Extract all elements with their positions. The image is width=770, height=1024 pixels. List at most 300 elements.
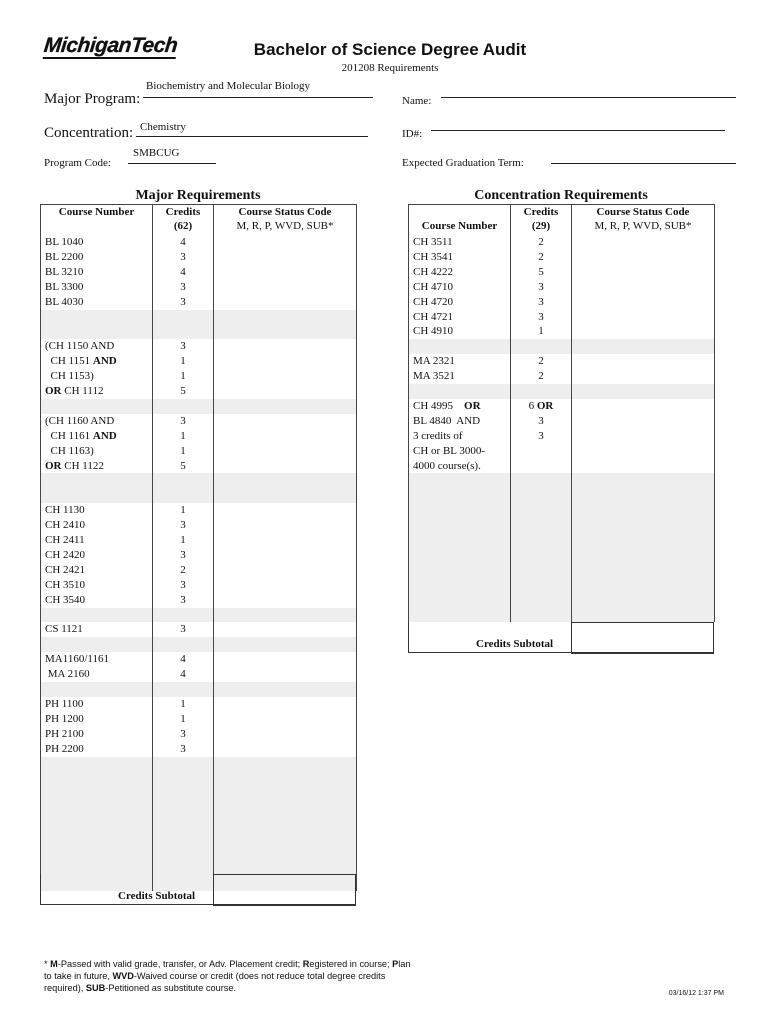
- major-status-cell[interactable]: [214, 444, 357, 459]
- major-row: [41, 727, 357, 742]
- concentration-course-cell: [409, 533, 511, 548]
- concentration-course-cell: CH 4710: [409, 280, 511, 295]
- major-status-cell[interactable]: [214, 265, 357, 280]
- concentration-row: [409, 459, 715, 474]
- major-course-cell: CH 1163): [41, 444, 153, 459]
- major-credits-cell: 3: [153, 578, 214, 593]
- major-row: [41, 429, 357, 444]
- major-row: [41, 354, 357, 369]
- concentration-course-cell: [409, 563, 511, 578]
- major-row: [41, 250, 357, 265]
- michigan-tech-logo: MichiganTech: [42, 34, 179, 57]
- concentration-status-cell[interactable]: [572, 384, 715, 399]
- concentration-credits-cell: [511, 518, 572, 533]
- major-course-cell: CH 1130: [41, 503, 153, 518]
- grad-term-field[interactable]: [551, 163, 736, 164]
- major-status-cell[interactable]: [214, 503, 357, 518]
- concentration-row: [409, 280, 715, 295]
- concentration-course-cell: CH 4910: [409, 324, 511, 339]
- concentration-course-cell: [409, 607, 511, 622]
- major-course-cell: BL 1040: [41, 235, 153, 250]
- major-course-cell: BL 4030: [41, 295, 153, 310]
- major-credits-cell: 3: [153, 339, 214, 354]
- name-field[interactable]: [441, 97, 736, 98]
- major-status-cell[interactable]: [214, 250, 357, 265]
- grad-term-label: Expected Graduation Term:: [402, 157, 524, 169]
- major-program-value[interactable]: Biochemistry and Molecular Biology: [146, 80, 311, 92]
- concentration-status-cell[interactable]: [572, 578, 715, 593]
- concentration-row: [409, 414, 715, 429]
- concentration-status-cell[interactable]: [572, 280, 715, 295]
- concentration-status-cell[interactable]: [572, 324, 715, 339]
- major-course-cell: (CH 1160 AND: [41, 414, 153, 429]
- concentration-row: [409, 607, 715, 622]
- major-credits-cell: 3: [153, 518, 214, 533]
- concentration-credits-cell: 3: [511, 414, 572, 429]
- major-status-cell[interactable]: [214, 608, 357, 623]
- concentration-row: [409, 503, 715, 518]
- concentration-row: [409, 324, 715, 339]
- major-credits-cell: 3: [153, 548, 214, 563]
- concentration-course-cell: [409, 488, 511, 503]
- major-credits-cell: [153, 608, 214, 623]
- major-credits-cell: [153, 771, 214, 786]
- program-code-label: Program Code:: [44, 157, 111, 169]
- major-credits-cell: [153, 846, 214, 861]
- concentration-status-cell[interactable]: [572, 607, 715, 622]
- major-status-cell[interactable]: [214, 831, 357, 846]
- concentration-status-cell[interactable]: [572, 563, 715, 578]
- major-row: [41, 757, 357, 772]
- concentration-row: [409, 533, 715, 548]
- concentration-credits-cell: 3: [511, 295, 572, 310]
- concentration-status-cell[interactable]: [572, 518, 715, 533]
- major-requirements-title: Major Requirements: [135, 188, 261, 203]
- major-course-cell: [41, 771, 153, 786]
- concentration-credits-cell: [511, 444, 572, 459]
- concentration-course-cell: [409, 578, 511, 593]
- major-status-cell[interactable]: [214, 488, 357, 503]
- major-status-cell[interactable]: [214, 339, 357, 354]
- major-course-cell: [41, 324, 153, 339]
- concentration-status-cell[interactable]: [572, 593, 715, 608]
- major-row: [41, 563, 357, 578]
- major-course-cell: CH 1151 AND: [41, 354, 153, 369]
- concentration-row: [409, 578, 715, 593]
- major-course-cell: MA 2160: [41, 667, 153, 682]
- concentration-row: [409, 518, 715, 533]
- concentration-requirements-table: [408, 204, 715, 622]
- major-status-cell[interactable]: [214, 667, 357, 682]
- concentration-requirements-title: Concentration Requirements: [474, 188, 648, 203]
- major-credits-cell: 4: [153, 652, 214, 667]
- concentration-status-cell[interactable]: [572, 295, 715, 310]
- major-credits-cell: 3: [153, 742, 214, 757]
- major-status-cell[interactable]: [214, 637, 357, 652]
- concentration-status-cell[interactable]: [572, 250, 715, 265]
- concentration-row: [409, 354, 715, 369]
- major-status-cell[interactable]: [214, 459, 357, 474]
- major-status-cell[interactable]: [214, 429, 357, 444]
- major-status-cell[interactable]: [214, 846, 357, 861]
- conc-col-credits-total: (29): [511, 219, 572, 235]
- concentration-credits-cell: 3: [511, 310, 572, 325]
- major-credits-cell: 3: [153, 593, 214, 608]
- page-subtitle: 201208 Requirements: [341, 62, 439, 74]
- concentration-credits-cell: 3: [511, 280, 572, 295]
- major-status-cell[interactable]: [214, 235, 357, 250]
- concentration-course-cell: CH 3541: [409, 250, 511, 265]
- major-row: [41, 295, 357, 310]
- major-row: [41, 712, 357, 727]
- major-status-cell[interactable]: [214, 816, 357, 831]
- major-row: [41, 414, 357, 429]
- concentration-course-cell: CH 4995 OR: [409, 399, 511, 414]
- major-course-cell: (CH 1150 AND: [41, 339, 153, 354]
- major-status-cell[interactable]: [214, 578, 357, 593]
- concentration-row: [409, 548, 715, 563]
- concentration-row: [409, 384, 715, 399]
- major-status-cell[interactable]: [214, 280, 357, 295]
- major-credits-cell: 5: [153, 384, 214, 399]
- major-status-cell[interactable]: [214, 712, 357, 727]
- major-credits-cell: 1: [153, 369, 214, 384]
- major-row: [41, 399, 357, 414]
- major-course-cell: CH 2421: [41, 563, 153, 578]
- major-col-credits-total: (62): [153, 219, 214, 235]
- concentration-credits-cell: [511, 563, 572, 578]
- major-row: [41, 533, 357, 548]
- major-credits-cell: [153, 324, 214, 339]
- major-course-cell: [41, 473, 153, 488]
- major-status-cell[interactable]: [214, 399, 357, 414]
- concentration-credits-cell: [511, 459, 572, 474]
- concentration-row: [409, 593, 715, 608]
- major-course-cell: [41, 786, 153, 801]
- concentration-row: [409, 295, 715, 310]
- major-status-cell[interactable]: [214, 563, 357, 578]
- major-course-cell: BL 3210: [41, 265, 153, 280]
- major-status-cell[interactable]: [214, 354, 357, 369]
- major-status-cell[interactable]: [214, 593, 357, 608]
- major-course-cell: BL 3300: [41, 280, 153, 295]
- concentration-course-cell: CH 4720: [409, 295, 511, 310]
- major-credits-cell: 5: [153, 459, 214, 474]
- major-course-cell: OR CH 1122: [41, 459, 153, 474]
- major-row: [41, 548, 357, 563]
- major-row: [41, 518, 357, 533]
- major-course-cell: OR CH 1112: [41, 384, 153, 399]
- concentration-credits-cell: 2: [511, 235, 572, 250]
- print-timestamp: 03/16/12 1:37 PM: [668, 990, 724, 997]
- concentration-course-cell: MA 2321: [409, 354, 511, 369]
- concentration-course-cell: CH 4721: [409, 310, 511, 325]
- major-status-cell[interactable]: [214, 786, 357, 801]
- major-status-cell[interactable]: [214, 518, 357, 533]
- major-status-cell[interactable]: [214, 757, 357, 772]
- concentration-status-cell[interactable]: [572, 399, 715, 414]
- major-status-cell[interactable]: [214, 771, 357, 786]
- concentration-status-cell[interactable]: [572, 310, 715, 325]
- major-row: [41, 369, 357, 384]
- concentration-credits-cell: 1: [511, 324, 572, 339]
- concentration-course-cell: [409, 518, 511, 533]
- concentration-credits-cell: [511, 503, 572, 518]
- name-label: Name:: [402, 95, 432, 107]
- major-credits-cell: 3: [153, 250, 214, 265]
- major-program-label: Major Program:: [44, 91, 141, 107]
- major-course-cell: [41, 310, 153, 325]
- concentration-status-cell[interactable]: [572, 503, 715, 518]
- major-col-status: Course Status Code: [214, 205, 357, 220]
- major-status-cell[interactable]: [214, 473, 357, 488]
- major-row: [41, 608, 357, 623]
- concentration-credits-cell: [511, 548, 572, 563]
- major-credits-cell: 1: [153, 697, 214, 712]
- concentration-status-cell[interactable]: [572, 488, 715, 503]
- concentration-credits-cell: [511, 607, 572, 622]
- major-course-cell: CH 2411: [41, 533, 153, 548]
- concentration-status-cell[interactable]: [572, 429, 715, 444]
- conc-subtotal-label: Credits Subtotal: [476, 638, 554, 650]
- concentration-status-cell[interactable]: [572, 459, 715, 474]
- major-credits-cell: [153, 473, 214, 488]
- concentration-course-cell: [409, 384, 511, 399]
- concentration-row: [409, 473, 715, 488]
- major-course-cell: PH 1100: [41, 697, 153, 712]
- major-credits-cell: 3: [153, 295, 214, 310]
- major-course-cell: [41, 488, 153, 503]
- concentration-credits-cell: [511, 533, 572, 548]
- major-status-cell[interactable]: [214, 727, 357, 742]
- concentration-line: [136, 136, 368, 137]
- major-row: [41, 473, 357, 488]
- major-status-cell[interactable]: [214, 324, 357, 339]
- major-status-cell[interactable]: [214, 652, 357, 667]
- concentration-row: [409, 429, 715, 444]
- major-row: [41, 652, 357, 667]
- concentration-row: [409, 339, 715, 354]
- concentration-course-cell: CH 4222: [409, 265, 511, 280]
- concentration-status-cell[interactable]: [572, 444, 715, 459]
- major-row: [41, 265, 357, 280]
- major-status-cell[interactable]: [214, 801, 357, 816]
- major-row: [41, 310, 357, 325]
- major-status-cell[interactable]: [214, 384, 357, 399]
- major-credits-cell: 3: [153, 414, 214, 429]
- major-row: [41, 846, 357, 861]
- major-credits-cell: [153, 831, 214, 846]
- major-row: [41, 578, 357, 593]
- concentration-row: [409, 488, 715, 503]
- major-row: [41, 235, 357, 250]
- major-status-cell[interactable]: [214, 742, 357, 757]
- concentration-credits-cell: 6 OR: [511, 399, 572, 414]
- major-course-cell: CH 2420: [41, 548, 153, 563]
- concentration-status-cell[interactable]: [572, 473, 715, 488]
- major-status-cell[interactable]: [214, 414, 357, 429]
- major-row: [41, 622, 357, 637]
- major-status-cell[interactable]: [214, 533, 357, 548]
- major-status-cell[interactable]: [214, 682, 357, 697]
- major-course-cell: [41, 816, 153, 831]
- id-label: ID#:: [402, 128, 423, 140]
- concentration-course-cell: [409, 503, 511, 518]
- concentration-row: [409, 399, 715, 414]
- major-course-cell: [41, 399, 153, 414]
- concentration-credits-cell: [511, 578, 572, 593]
- concentration-label: Concentration:: [44, 125, 134, 141]
- concentration-row: [409, 310, 715, 325]
- major-row: [41, 384, 357, 399]
- concentration-credits-cell: 2: [511, 354, 572, 369]
- major-course-cell: PH 2100: [41, 727, 153, 742]
- concentration-course-cell: [409, 473, 511, 488]
- major-course-cell: CH 3540: [41, 593, 153, 608]
- major-course-cell: [41, 757, 153, 772]
- concentration-course-cell: CH 3511: [409, 235, 511, 250]
- concentration-status-cell[interactable]: [572, 533, 715, 548]
- major-requirements-table: [40, 204, 357, 891]
- major-row: [41, 637, 357, 652]
- concentration-course-cell: MA 3521: [409, 369, 511, 384]
- major-credits-cell: [153, 801, 214, 816]
- major-credits-cell: 1: [153, 712, 214, 727]
- major-row: [41, 682, 357, 697]
- major-status-cell[interactable]: [214, 369, 357, 384]
- page-title: Bachelor of Science Degree Audit: [253, 40, 527, 59]
- id-field[interactable]: [431, 130, 725, 131]
- major-status-cell[interactable]: [214, 548, 357, 563]
- concentration-course-cell: BL 4840 AND: [409, 414, 511, 429]
- concentration-row: [409, 235, 715, 250]
- major-credits-cell: 1: [153, 503, 214, 518]
- major-row: [41, 667, 357, 682]
- concentration-course-cell: [409, 339, 511, 354]
- major-credits-cell: [153, 816, 214, 831]
- major-row: [41, 771, 357, 786]
- concentration-credits-cell: 2: [511, 250, 572, 265]
- concentration-row: [409, 369, 715, 384]
- major-row: [41, 593, 357, 608]
- major-credits-cell: [153, 786, 214, 801]
- major-status-cell[interactable]: [214, 295, 357, 310]
- major-course-cell: PH 1200: [41, 712, 153, 727]
- major-row: [41, 459, 357, 474]
- major-row: [41, 280, 357, 295]
- major-credits-cell: [153, 399, 214, 414]
- major-course-cell: [41, 682, 153, 697]
- major-credits-cell: [153, 682, 214, 697]
- major-subtotal-box[interactable]: [213, 874, 356, 906]
- concentration-credits-cell: [511, 488, 572, 503]
- major-col-credits: Credits: [153, 205, 214, 220]
- major-credits-cell: 3: [153, 622, 214, 637]
- major-row: [41, 697, 357, 712]
- major-course-cell: [41, 637, 153, 652]
- concentration-row: [409, 250, 715, 265]
- concentration-course-cell: 3 credits of: [409, 429, 511, 444]
- concentration-status-cell[interactable]: [572, 354, 715, 369]
- conc-col-credits: Credits: [511, 205, 572, 220]
- major-program-line: [143, 97, 373, 98]
- concentration-course-cell: [409, 593, 511, 608]
- major-credits-cell: [153, 488, 214, 503]
- conc-col-course-top: [409, 205, 511, 220]
- conc-subtotal-box[interactable]: [571, 622, 714, 654]
- major-row: [41, 816, 357, 831]
- major-status-cell[interactable]: [214, 310, 357, 325]
- major-course-cell: BL 2200: [41, 250, 153, 265]
- major-course-cell: CH 3510: [41, 578, 153, 593]
- conc-col-status: Course Status Code: [572, 205, 715, 220]
- major-credits-cell: [153, 310, 214, 325]
- conc-col-status-codes: M, R, P, WVD, SUB*: [572, 219, 715, 235]
- major-course-cell: CH 1161 AND: [41, 429, 153, 444]
- concentration-credits-cell: [511, 339, 572, 354]
- concentration-course-cell: 4000 course(s).: [409, 459, 511, 474]
- major-credits-cell: [153, 637, 214, 652]
- major-row: [41, 786, 357, 801]
- major-status-cell[interactable]: [214, 622, 357, 637]
- concentration-row: [409, 563, 715, 578]
- major-status-cell[interactable]: [214, 697, 357, 712]
- concentration-credits-cell: 2: [511, 369, 572, 384]
- concentration-row: [409, 444, 715, 459]
- major-credits-cell: 2: [153, 563, 214, 578]
- major-row: [41, 831, 357, 846]
- major-row: [41, 324, 357, 339]
- concentration-course-cell: [409, 548, 511, 563]
- major-col-course: Course Number: [41, 205, 153, 220]
- concentration-credits-cell: [511, 384, 572, 399]
- major-credits-cell: 3: [153, 280, 214, 295]
- major-credits-cell: [153, 757, 214, 772]
- concentration-status-cell[interactable]: [572, 548, 715, 563]
- concentration-status-cell[interactable]: [572, 369, 715, 384]
- major-row: [41, 801, 357, 816]
- concentration-credits-cell: [511, 593, 572, 608]
- major-row: [41, 742, 357, 757]
- major-credits-cell: 1: [153, 429, 214, 444]
- concentration-status-cell[interactable]: [572, 339, 715, 354]
- major-course-cell: MA1160/1161: [41, 652, 153, 667]
- major-course-cell: PH 2200: [41, 742, 153, 757]
- major-credits-cell: 4: [153, 667, 214, 682]
- concentration-row: [409, 265, 715, 280]
- concentration-credits-cell: 3: [511, 429, 572, 444]
- status-code-footnote: * M-Passed with valid grade, transfer, or Adv. Placement credit; Registered in course; Plan to take in future, WVD-Waived course or credit (does not reduce total degree credits required), SUB-Petitioned as substitute course.: [44, 959, 411, 993]
- major-row: [41, 339, 357, 354]
- major-course-cell: CH 1153): [41, 369, 153, 384]
- major-credits-cell: 1: [153, 533, 214, 548]
- concentration-credits-cell: 5: [511, 265, 572, 280]
- major-row: [41, 444, 357, 459]
- major-col-status-codes: M, R, P, WVD, SUB*: [214, 219, 357, 235]
- program-code-line: [128, 163, 216, 164]
- concentration-status-cell[interactable]: [572, 265, 715, 280]
- major-credits-cell: 3: [153, 727, 214, 742]
- concentration-value[interactable]: Chemistry: [140, 121, 186, 133]
- major-credits-cell: 1: [153, 444, 214, 459]
- concentration-status-cell[interactable]: [572, 414, 715, 429]
- conc-col-course: Course Number: [409, 219, 511, 235]
- concentration-status-cell[interactable]: [572, 235, 715, 250]
- program-code-value[interactable]: SMBCUG: [133, 147, 180, 159]
- major-credits-cell: 4: [153, 265, 214, 280]
- major-course-cell: [41, 831, 153, 846]
- major-credits-cell: 4: [153, 235, 214, 250]
